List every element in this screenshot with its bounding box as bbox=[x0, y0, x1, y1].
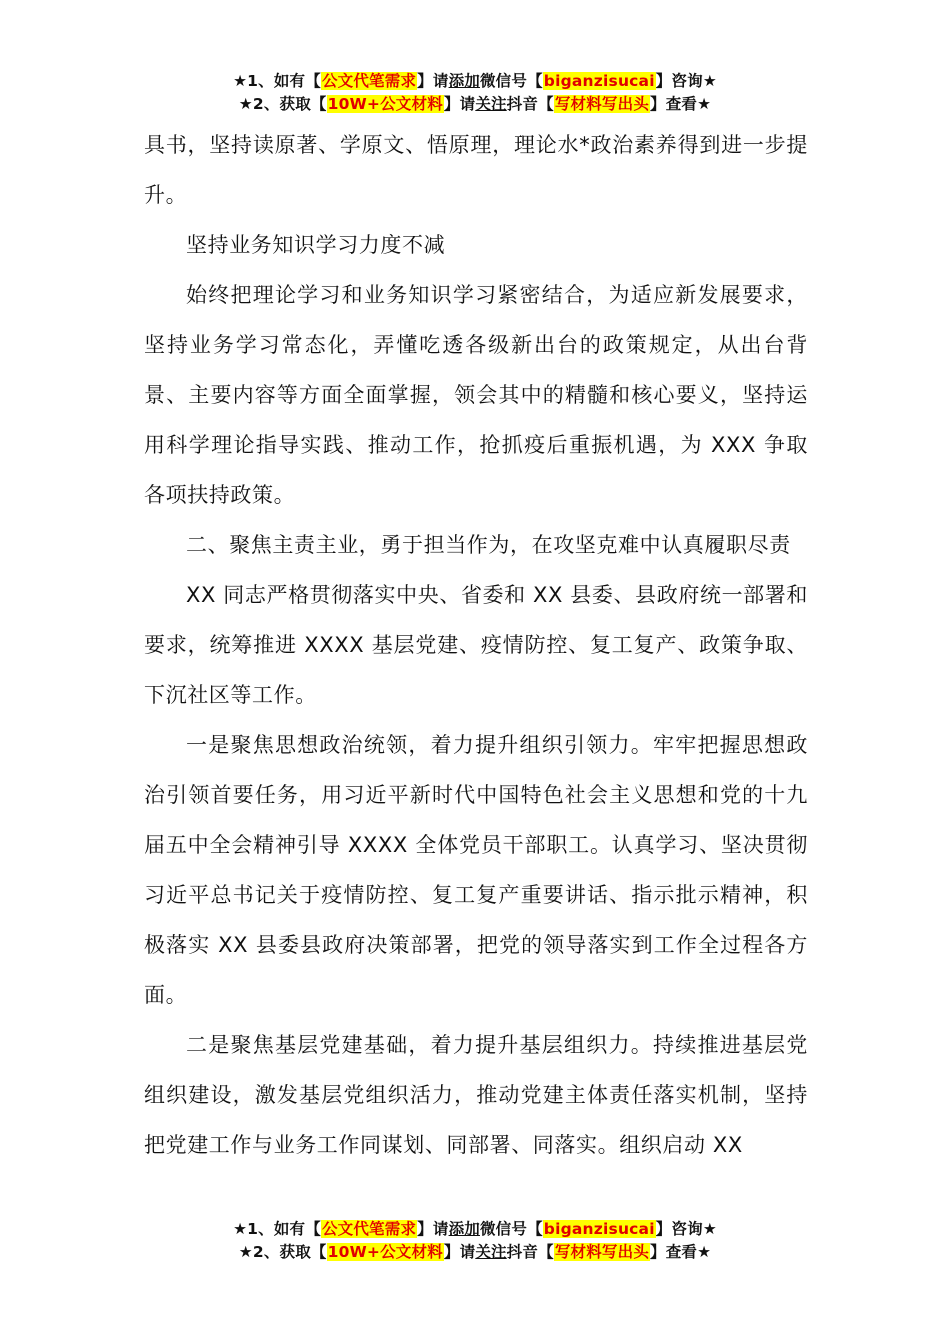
section-heading: 坚持业务知识学习力度不减 bbox=[186, 233, 446, 257]
banner-text: 】咨询★ bbox=[655, 1220, 717, 1238]
banner-text: 】查看★ bbox=[650, 95, 712, 113]
banner-text: 抖音【 bbox=[506, 95, 554, 113]
banner-text: 微信号【 bbox=[479, 72, 543, 90]
banner-line-1 bbox=[0, 1218, 950, 1241]
banner-highlight-wechat-id: biganzisucai bbox=[543, 1220, 655, 1238]
banner-text: 】请 bbox=[417, 1220, 449, 1238]
banner-text: 】咨询★ bbox=[655, 72, 717, 90]
banner-text: 抖音【 bbox=[506, 1243, 554, 1261]
banner-text: 】查看★ bbox=[650, 1243, 712, 1261]
banner-text: 】请 bbox=[443, 1243, 476, 1261]
banner-highlight-wechat-id: biganzisucai bbox=[543, 72, 655, 90]
banner-text: ★2、获取【 bbox=[238, 95, 327, 113]
banner-line-1 bbox=[0, 70, 950, 93]
footer-banner bbox=[0, 1218, 950, 1264]
banner-highlight-douyin-id: 写材料写出头 bbox=[554, 95, 650, 113]
banner-text: 】请 bbox=[417, 72, 449, 90]
banner-line-2 bbox=[0, 93, 950, 116]
paragraph: 始终把理论学习和业务知识学习紧密结合，为适应新发展要求，坚持业务学习常态化，弄懂吃透各级新出台的政策规定，从出台背景、主要内容等方面全面掌握，领会其中的精髓和核心要义，坚持运用科学理论指导实践、推动工作，抢抓疫后重振机遇，为 XXX 争取各项扶持政策。 bbox=[144, 283, 808, 507]
banner-text: ★2、获取【 bbox=[238, 1243, 327, 1261]
header-banner bbox=[0, 70, 950, 116]
paragraph: XX 同志严格贯彻落实中央、省委和 XX 县委、县政府统一部署和要求，统筹推进 XXXX 基层党建、疫情防控、复工复产、政策争取、下沉社区等工作。 bbox=[144, 583, 808, 707]
banner-underlined-text: 关注 bbox=[475, 95, 507, 113]
banner-highlight-service: 公文代笔需求 bbox=[321, 1220, 417, 1238]
document-body bbox=[144, 120, 808, 1170]
banner-text: ★1、如有【 bbox=[233, 1220, 321, 1238]
paragraph: 二是聚焦基层党建基础，着力提升基层组织力。持续推进基层党组织建设，激发基层党组织活力，推动党建主体责任落实机制，坚持把党建工作与业务工作同谋划、同部署、同落实。组织启动 XX bbox=[144, 1033, 808, 1157]
paragraph: 具书，坚持读原著、学原文、悟原理，理论水*政治素养得到进一步提升。 bbox=[144, 133, 808, 207]
banner-text: ★1、如有【 bbox=[233, 72, 321, 90]
banner-text: 微信号【 bbox=[479, 1220, 543, 1238]
banner-underlined-text: 添加 bbox=[448, 1220, 480, 1238]
section-heading: 二、聚焦主责主业，勇于担当作为，在攻坚克难中认真履职尽责 bbox=[186, 533, 791, 557]
banner-highlight-materials: 10W+公文材料 bbox=[327, 1243, 443, 1261]
banner-highlight-materials: 10W+公文材料 bbox=[327, 95, 443, 113]
banner-line-2 bbox=[0, 1241, 950, 1264]
paragraph: 一是聚焦思想政治统领，着力提升组织引领力。牢牢把握思想政治引领首要任务，用习近平新时代中国特色社会主义思想和党的十九届五中全会精神引导 XXXX 全体党员干部职工。认真学习、坚决贯彻习近平总书记关于疫情防控、复工复产重要讲话、指示批示精神，积极落实 XX 县委县政府决策部署，把党的领导落实到工作全过程各方面。 bbox=[144, 733, 808, 1007]
banner-underlined-text: 关注 bbox=[475, 1243, 507, 1261]
banner-underlined-text: 添加 bbox=[448, 72, 480, 90]
banner-text: 】请 bbox=[443, 95, 476, 113]
banner-highlight-douyin-id: 写材料写出头 bbox=[554, 1243, 650, 1261]
banner-highlight-service: 公文代笔需求 bbox=[321, 72, 417, 90]
